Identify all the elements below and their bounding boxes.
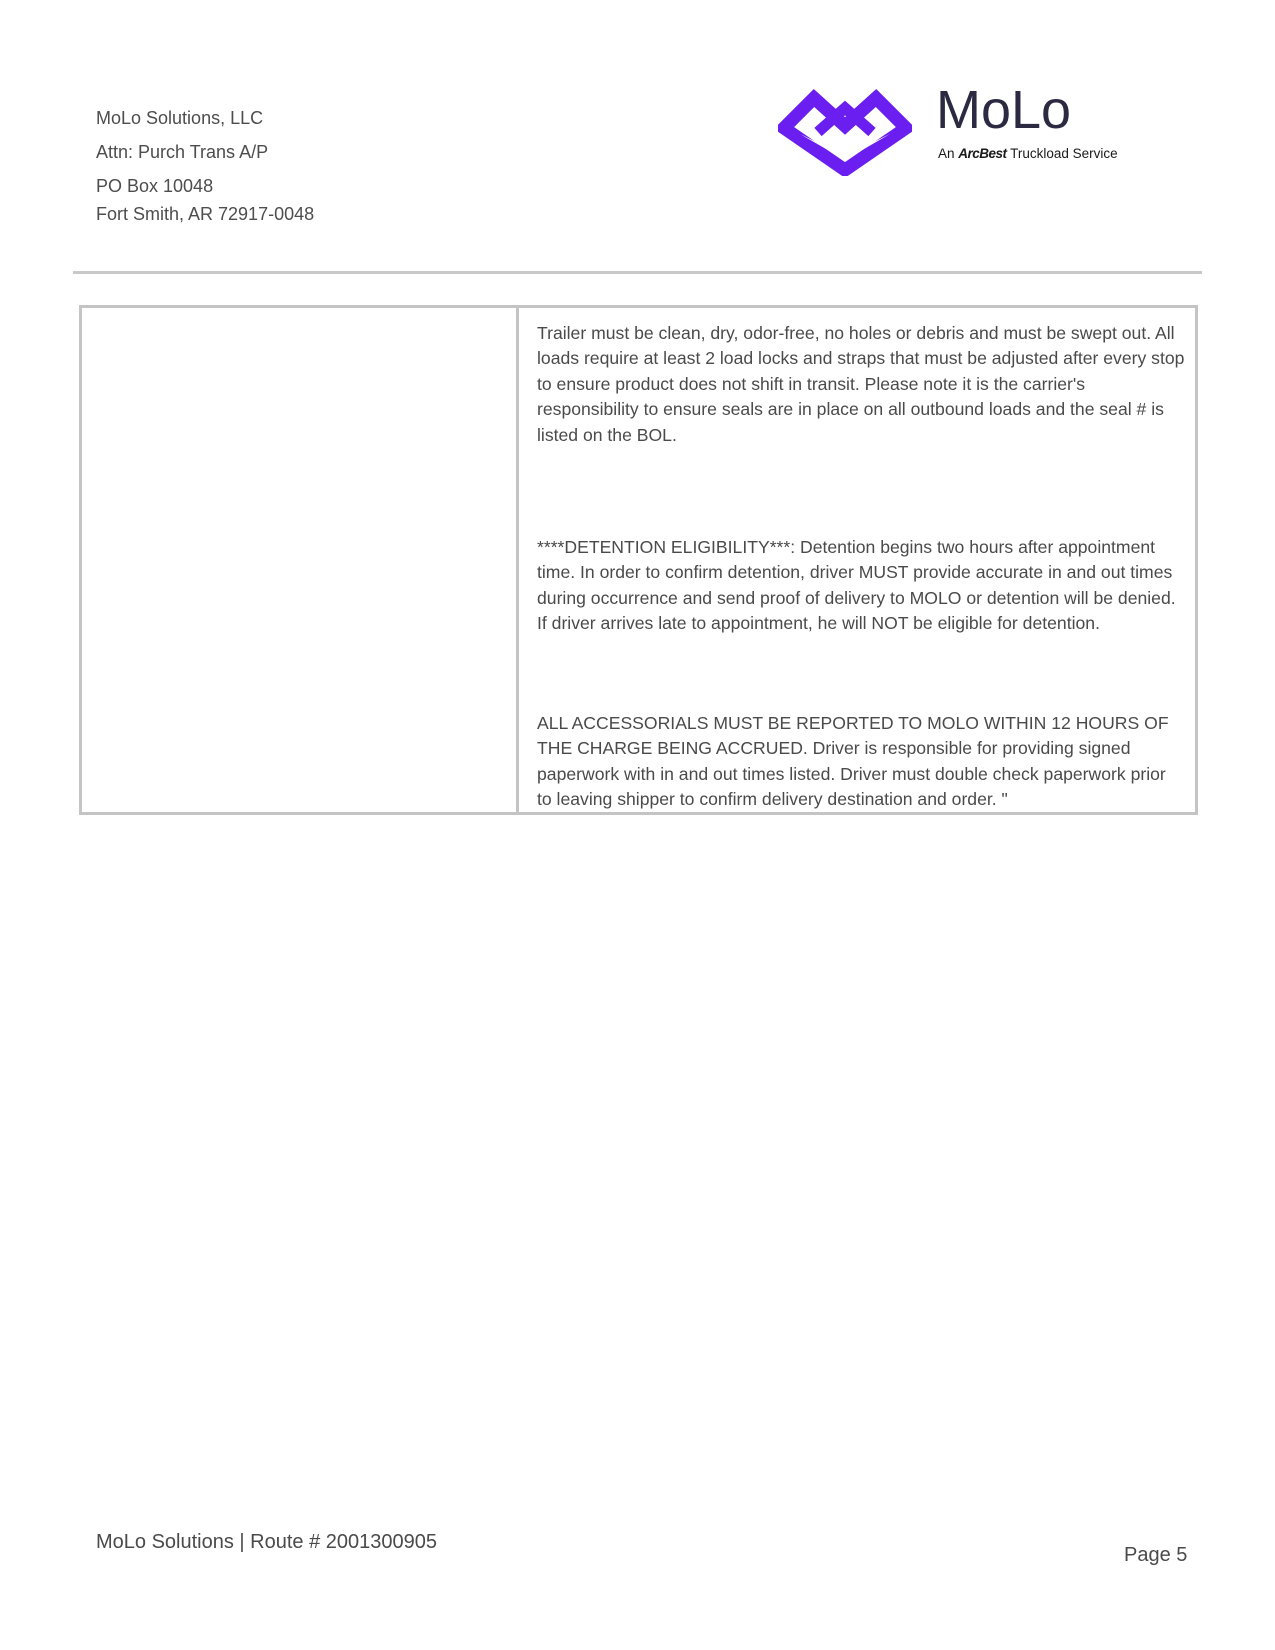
logo-tagline-prefix: An xyxy=(938,146,955,161)
molo-logo-mark-icon xyxy=(778,86,912,176)
logo-tagline-brand: ArcBest xyxy=(958,146,1007,161)
footer-route: MoLo Solutions | Route # 2001300905 xyxy=(96,1531,438,1553)
detention-eligibility-paragraph: ****DETENTION ELIGIBILITY***: Detention begins two hours after appointment time. In order to confirm detention, driver MUST provide accurate in and out times during occurrence and send proof of delivery to MOLO or detention will be denied. If driver arrives late to appointment, he will NOT be eligible for detention. xyxy=(537,537,1176,634)
molo-logo xyxy=(778,80,1148,176)
accessorials-paragraph: ALL ACCESSORIALS MUST BE REPORTED TO MOLO WITHIN 12 HOURS OF THE CHARGE BEING ACCRUED. Driver is responsible for providing signed paperwork with in and out times listed. Driver must double check paperwork prior to leaving shipper to confirm delivery destination and order. " xyxy=(537,713,1169,810)
company-name: MoLo Solutions, LLC xyxy=(96,108,264,128)
logo-wordmark: MoLo xyxy=(936,80,1072,140)
trailer-requirements-paragraph: Trailer must be clean, dry, odor-free, no holes or debris and must be swept out. All loads require at least 2 load locks and straps that must be adjusted after every stop to ensure product does not shift in transit. Please note it is the carrier's responsibility to ensure seals are in place on all outbound loads and the seal # is listed on the BOL. xyxy=(537,323,1185,445)
notes-table-right-cell xyxy=(519,308,1195,812)
page-number: Page 5 xyxy=(1124,1544,1188,1566)
notes-table-left-cell xyxy=(82,308,519,812)
header-divider xyxy=(73,271,1202,274)
logo-tagline-suffix: Truckload Service xyxy=(1010,146,1118,161)
attention-line: Attn: Purch Trans A/P xyxy=(96,142,269,162)
po-box-line: PO Box 10048 xyxy=(96,176,214,196)
city-state-zip-line: Fort Smith, AR 72917-0048 xyxy=(96,204,315,224)
notes-table xyxy=(79,305,1198,815)
logo-tagline xyxy=(938,146,1118,162)
